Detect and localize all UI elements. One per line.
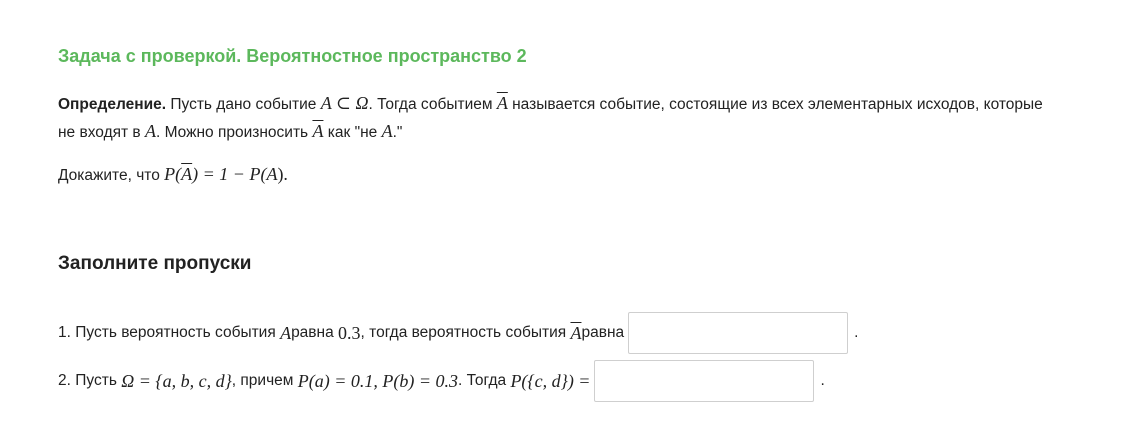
math-a-bar: $\overline{A}$ xyxy=(570,322,582,343)
question-text: . Тогда xyxy=(458,372,507,389)
math-probabilities: P(a) = 0.1, P(b) = 0.3 xyxy=(297,370,458,391)
definition-text: . Тогда событием xyxy=(368,96,497,113)
question-text: Пусть xyxy=(75,372,117,389)
definition-text: называется событие, состоящие из всех элементарных исходов, которые не входят в xyxy=(58,96,1043,141)
prove-paragraph xyxy=(58,161,1058,189)
prove-text: Докажите, что xyxy=(58,167,165,184)
task-statement xyxy=(58,90,1058,189)
math-a-bar: $\overline{A}$ xyxy=(496,93,508,113)
question-1 xyxy=(58,312,858,354)
task-page xyxy=(58,0,1100,435)
question-text: Пусть вероятность события xyxy=(75,324,276,341)
math-omega-set: Ω = {a, b, c, d} xyxy=(121,370,232,391)
math-rest: ) = 1 − P( xyxy=(192,164,267,184)
question-text: , тогда вероятность события xyxy=(360,324,567,341)
question-text: равна xyxy=(291,324,334,341)
math-p-open: P( xyxy=(164,164,182,184)
definition-paragraph xyxy=(58,90,1058,146)
math-a: A xyxy=(144,121,156,141)
question-text: , причем xyxy=(231,372,294,389)
math-value: 0.3 xyxy=(338,322,361,343)
task-title: Задача с проверкой. Вероятностное пространство 2 xyxy=(58,46,527,66)
question-text: равна xyxy=(581,324,625,341)
math-p-cd: P({c, d}) = xyxy=(510,370,591,391)
question-2 xyxy=(58,360,825,402)
definition-text: ." xyxy=(392,124,403,141)
math-a-bar: $\overline{A}$ xyxy=(312,121,324,141)
math-a-bar: $\overline{A}$ xyxy=(181,164,193,184)
math-a: A xyxy=(381,121,393,141)
math-formula xyxy=(164,164,288,184)
definition-text: как "не xyxy=(323,124,382,141)
math-close: ). xyxy=(277,164,288,184)
math-a: A xyxy=(280,322,292,343)
question-end-dot: . xyxy=(820,372,825,389)
question-number: 2. xyxy=(58,372,71,389)
question-end-dot: . xyxy=(854,324,859,341)
question-number: 1. xyxy=(58,324,71,341)
answer-input-2[interactable] xyxy=(594,360,814,402)
definition-text: Пусть дано событие xyxy=(166,96,321,113)
definition-label: Определение. xyxy=(58,96,167,113)
math-a: A xyxy=(266,164,278,184)
definition-text: . Можно произносить xyxy=(155,124,313,141)
math-a-subset-omega: A ⊂ Ω xyxy=(320,93,369,113)
answer-input-1[interactable] xyxy=(628,312,848,354)
fill-gaps-heading: Заполните пропуски xyxy=(58,253,252,274)
